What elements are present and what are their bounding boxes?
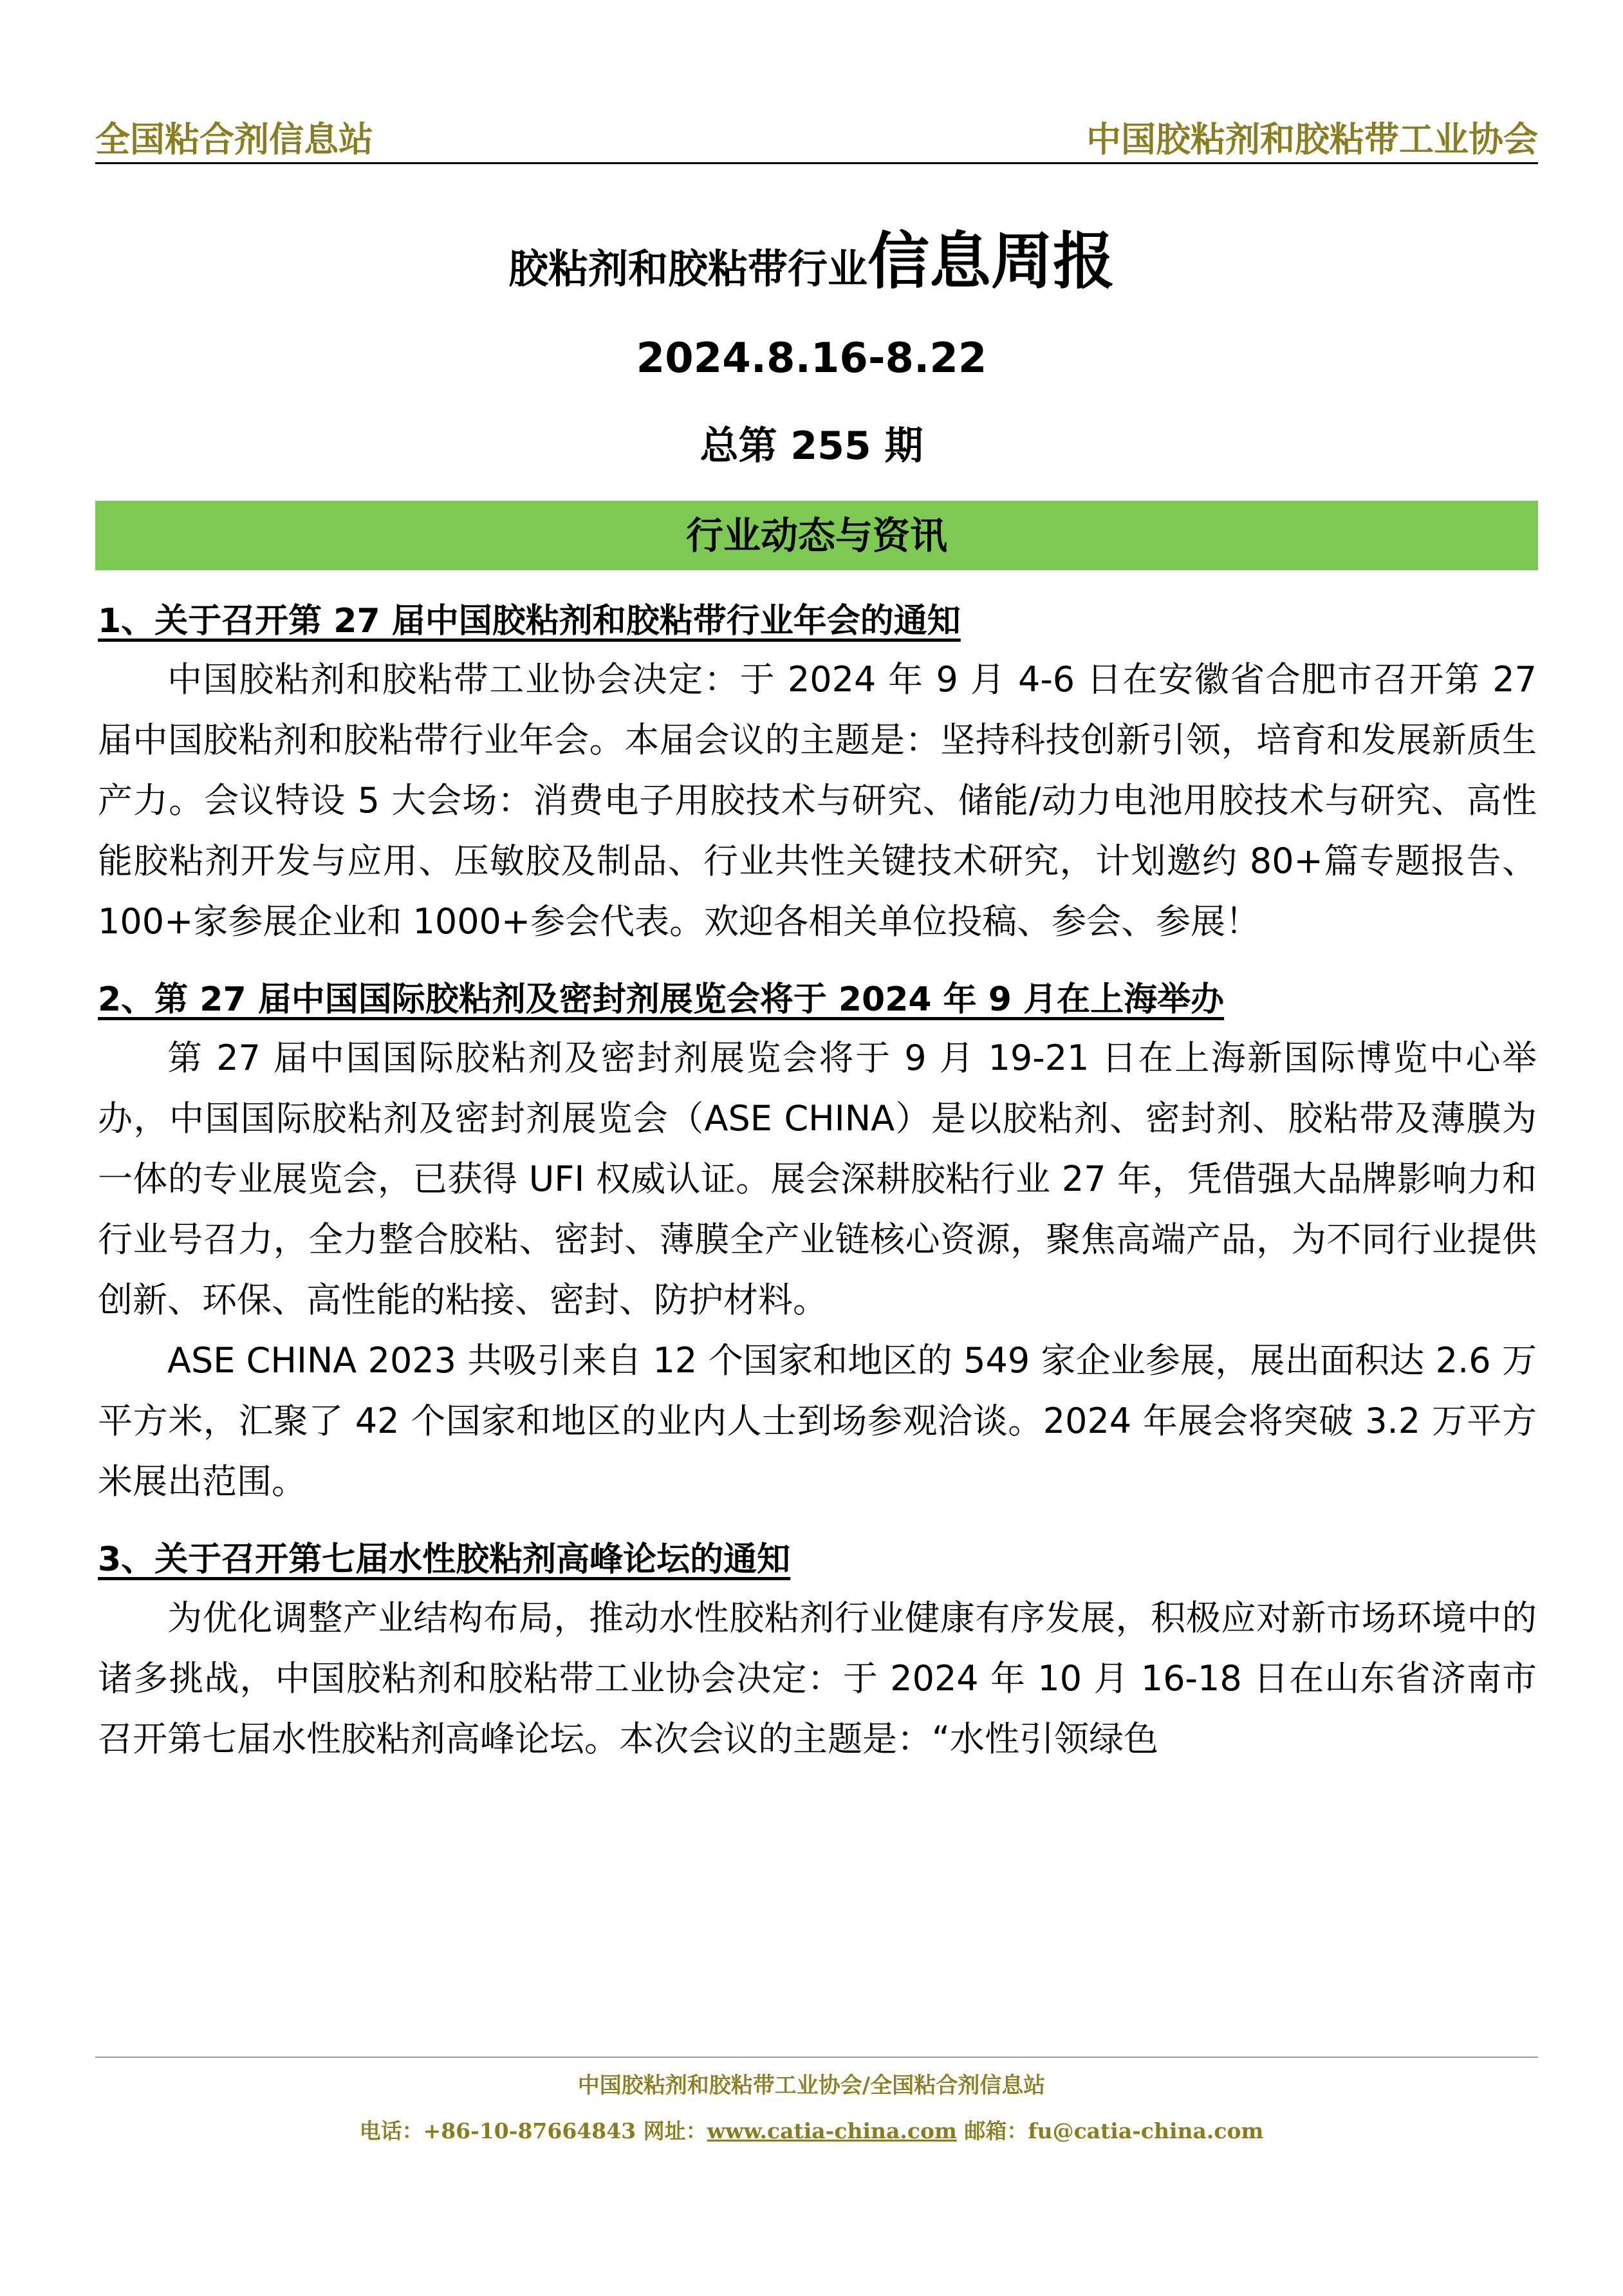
article-paragraph: 第 27 届中国国际胶粘剂及密封剂展览会将于 9 月 19-21 日在上海新国际博览中心举办，中国国际胶粘剂及密封剂展览会（ASE CHINA）是以胶粘剂、密封剂、胶粘带及薄膜为一体的专业展览会，已获得 UFI 权威认证。展会深耕胶粘行业 27 年，凭借强大品牌影响力和行业号召力，全力整合胶粘、密封、薄膜全产业链核心资源，聚焦高端产品，为不同行业提供创新、环保、高性能的粘接、密封、防护材料。 [98,1038,1537,1320]
issue-number: 总第 255 期 [700,424,923,469]
footer-divider [95,2057,1538,2058]
date-range: 2024.8.16-8.22 [636,335,987,382]
website-label: 网址： [643,2118,707,2143]
article-heading: 2、第 27 届中国国际胶粘剂及密封剂展览会将于 2024 年 9 月在上海举办 [98,980,1225,1019]
title-prefix: 胶粘剂和胶粘带行业 [508,245,867,292]
header-right-org-name: 中国胶粘剂和胶粘带工业协会 [1086,119,1538,160]
title-main: 信息周报 [867,225,1115,297]
phone-label: 电话： [359,2118,423,2143]
article-list [98,595,1537,1769]
section-banner: 行业动态与资讯 [95,501,1538,570]
article [98,595,1537,952]
article-paragraph: ASE CHINA 2023 共吸引来自 12 个国家和地区的 549 家企业参展，展出面积达 2.6 万平方米，汇聚了 42 个国家和地区的业内人士到场参观洽谈。2024 年展会将突破 3.2 万平方米展出范围。 [98,1340,1537,1502]
header-left-site-name: 全国粘合剂信息站 [95,119,373,160]
article [98,1534,1537,1769]
phone-number: +86-10-87664843 [423,2118,636,2143]
email-label: 邮箱： [964,2118,1028,2143]
email-address[interactable]: fu@catia-china.com [1028,2118,1264,2143]
article-heading: 3、关于召开第七届水性胶粘剂高峰论坛的通知 [98,1540,791,1579]
article [98,974,1537,1512]
article-heading: 1、关于召开第 27 届中国胶粘剂和胶粘带行业年会的通知 [98,602,961,640]
website-link[interactable]: www.catia-china.com [707,2118,957,2143]
article-paragraph: 为优化调整产业结构布局，推动水性胶粘剂行业健康有序发展，积极应对新市场环境中的诸多挑战，中国胶粘剂和胶粘带工业协会决定：于 2024 年 10 月 16-18 日在山东省济南市召开第七届水性胶粘剂高峰论坛。本次会议的主题是：“水性引领绿色 [98,1598,1537,1759]
article-paragraph: 中国胶粘剂和胶粘带工业协会决定：于 2024 年 9 月 4-6 日在安徽省合肥市召开第 27 届中国胶粘剂和胶粘带行业年会。本届会议的主题是：坚持科技创新引领，培育和发展新质生产力。会议特设 5 大会场：消费电子用胶技术与研究、储能/动力电池用胶技术与研究、高性能胶粘剂开发与应用、压敏胶及制品、行业共性关键技术研究，计划邀约 80+篇专题报告、100+家参展企业和 1000+参会代表。欢迎各相关单位投稿、参会、参展！ [98,659,1537,942]
page-header [95,109,1538,164]
report-title [0,212,1623,296]
footer-org-line: 中国胶粘剂和胶粘带工业协会/全国粘合剂信息站 [577,2073,1046,2098]
footer-contact-line [0,2114,1623,2145]
